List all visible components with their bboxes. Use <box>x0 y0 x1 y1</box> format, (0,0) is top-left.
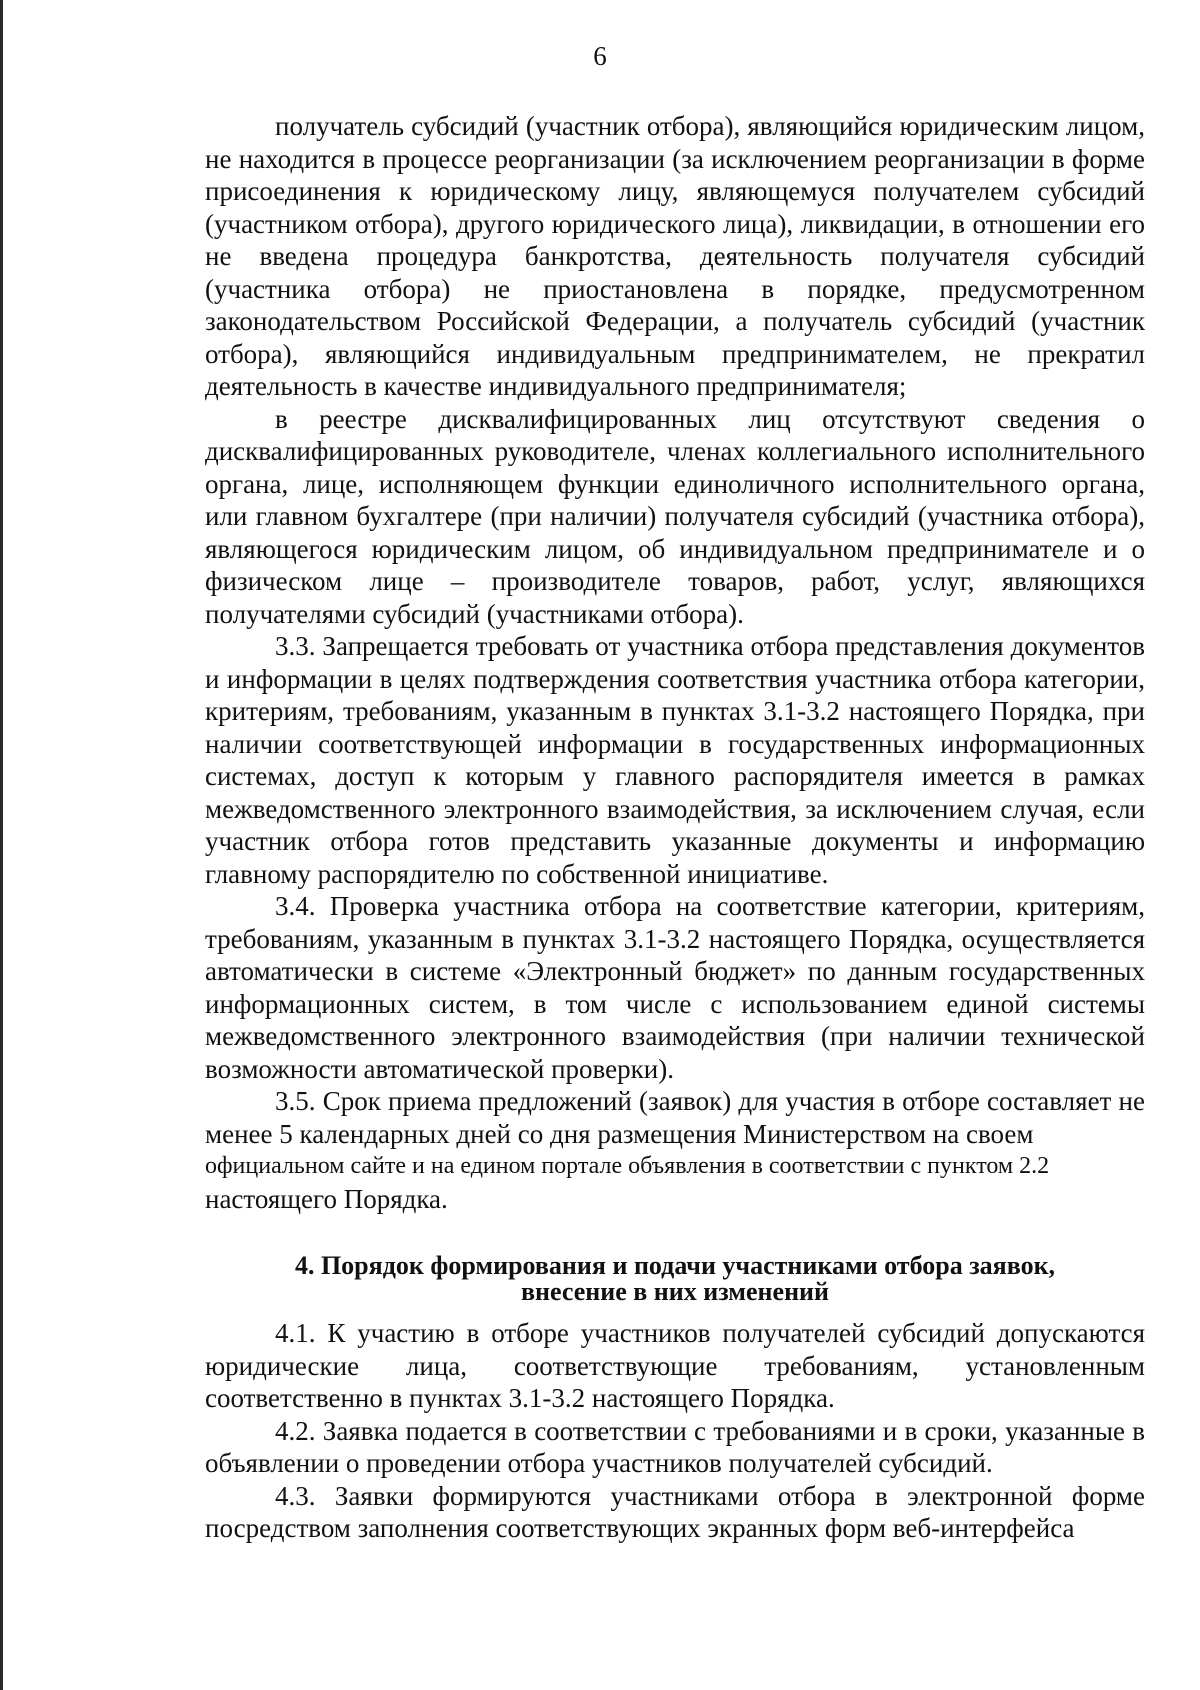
paragraph-4-3: 4.3. Заявки формируются участниками отбора в электронной форме посредством заполнения соответствующих экранных форм веб-интерфейса <box>205 1480 1145 1543</box>
paragraph-3-5-line: официальном сайте и на едином портале объявления в соответствии с пунктом 2.2 <box>205 1153 1050 1179</box>
paragraph-3-4: 3.4. Проверка участника отбора на соответствие категории, критериям, требованиям, указанным в пунктах 3.1-3.2 настоящего Порядка, осуществляется автоматически в системе «Электронный бюджет» по данным государственных информационных систем, в том числе с использованием единой системы межведомственного электронного взаимодействия (при наличии технической возможности автоматической проверки). <box>205 891 1145 1084</box>
paragraph-3-3: 3.3. Запрещается требовать от участника отбора представления документов и информации в целях подтверждения соответствия участника отбора категории, критериям, требованиям, указанным в пунктах 3.1-3.2 настоящего Порядка, при наличии соответствующей информации в государственных информационных системах, доступ к которым у главного распорядителя имеется в рамках межведомственного электронного взаимодействия, за исключением случая, если участник отбора готов представить указанные документы и информацию главному распорядителю по собственной инициативе. <box>205 631 1145 889</box>
paragraph-4-1: 4.1. К участию в отборе участников получателей субсидий допускаются юридические лица, соответствующие требованиям, установленным соответственно в пунктах 3.1-3.2 настоящего Порядка. <box>205 1318 1145 1413</box>
page-number: 6 <box>593 41 607 71</box>
section-4-heading <box>205 1253 1145 1305</box>
scan-edge <box>0 0 3 1690</box>
paragraph-4-2: 4.2. Заявка подается в соответствии с требованиями и в сроки, указанные в объявлении о проведении отбора участников получателей субсидий. <box>205 1415 1145 1478</box>
section-4-heading-line1: 4. Порядок формирования и подачи участниками отбора заявок, <box>294 1251 1056 1280</box>
paragraph-disqualified-registry: в реестре дисквалифицированных лиц отсутствуют сведения о дисквалифицированных руководителе, членах коллегиального исполнительного органа, лице, исполняющем функции единоличного исполнительного органа, или главном бухгалтере (при наличии) получателя субсидий (участника отбора), являющегося юридическим лицом, об индивидуальном предпринимателе и о физическом лице – производителе товаров, работ, услуг, являющихся получателями субсидий (участниками отбора). <box>205 403 1145 629</box>
paragraph-reorganization: получатель субсидий (участник отбора), являющийся юридическим лицом, не находится в процессе реорганизации (за исключением реорганизации в форме присоединения к юридическому лицу, являющемуся получателем субсидий (участником отбора), другого юридического лица), ликвидации, в отношении его не введена процедура банкротства, деятельность получателя субсидий (участника отбора) не приостановлена в порядке, предусмотренном законодательством Российской Федерации, а получатель субсидий (участник отбора), являющийся индивидуальным предпринимателем, не прекратил деятельность в качестве индивидуального предпринимателя; <box>205 111 1145 401</box>
section-4-heading-line2: внесение в них изменений <box>520 1277 830 1306</box>
document-body <box>205 110 1145 1545</box>
paragraph-3-5-end: настоящего Порядка. <box>205 1183 448 1214</box>
paragraph-3-5: 3.5. Срок приема предложений (заявок) для участия в отборе составляет не менее 5 календарных дней со дня размещения Министерством на своем <box>205 1086 1145 1149</box>
